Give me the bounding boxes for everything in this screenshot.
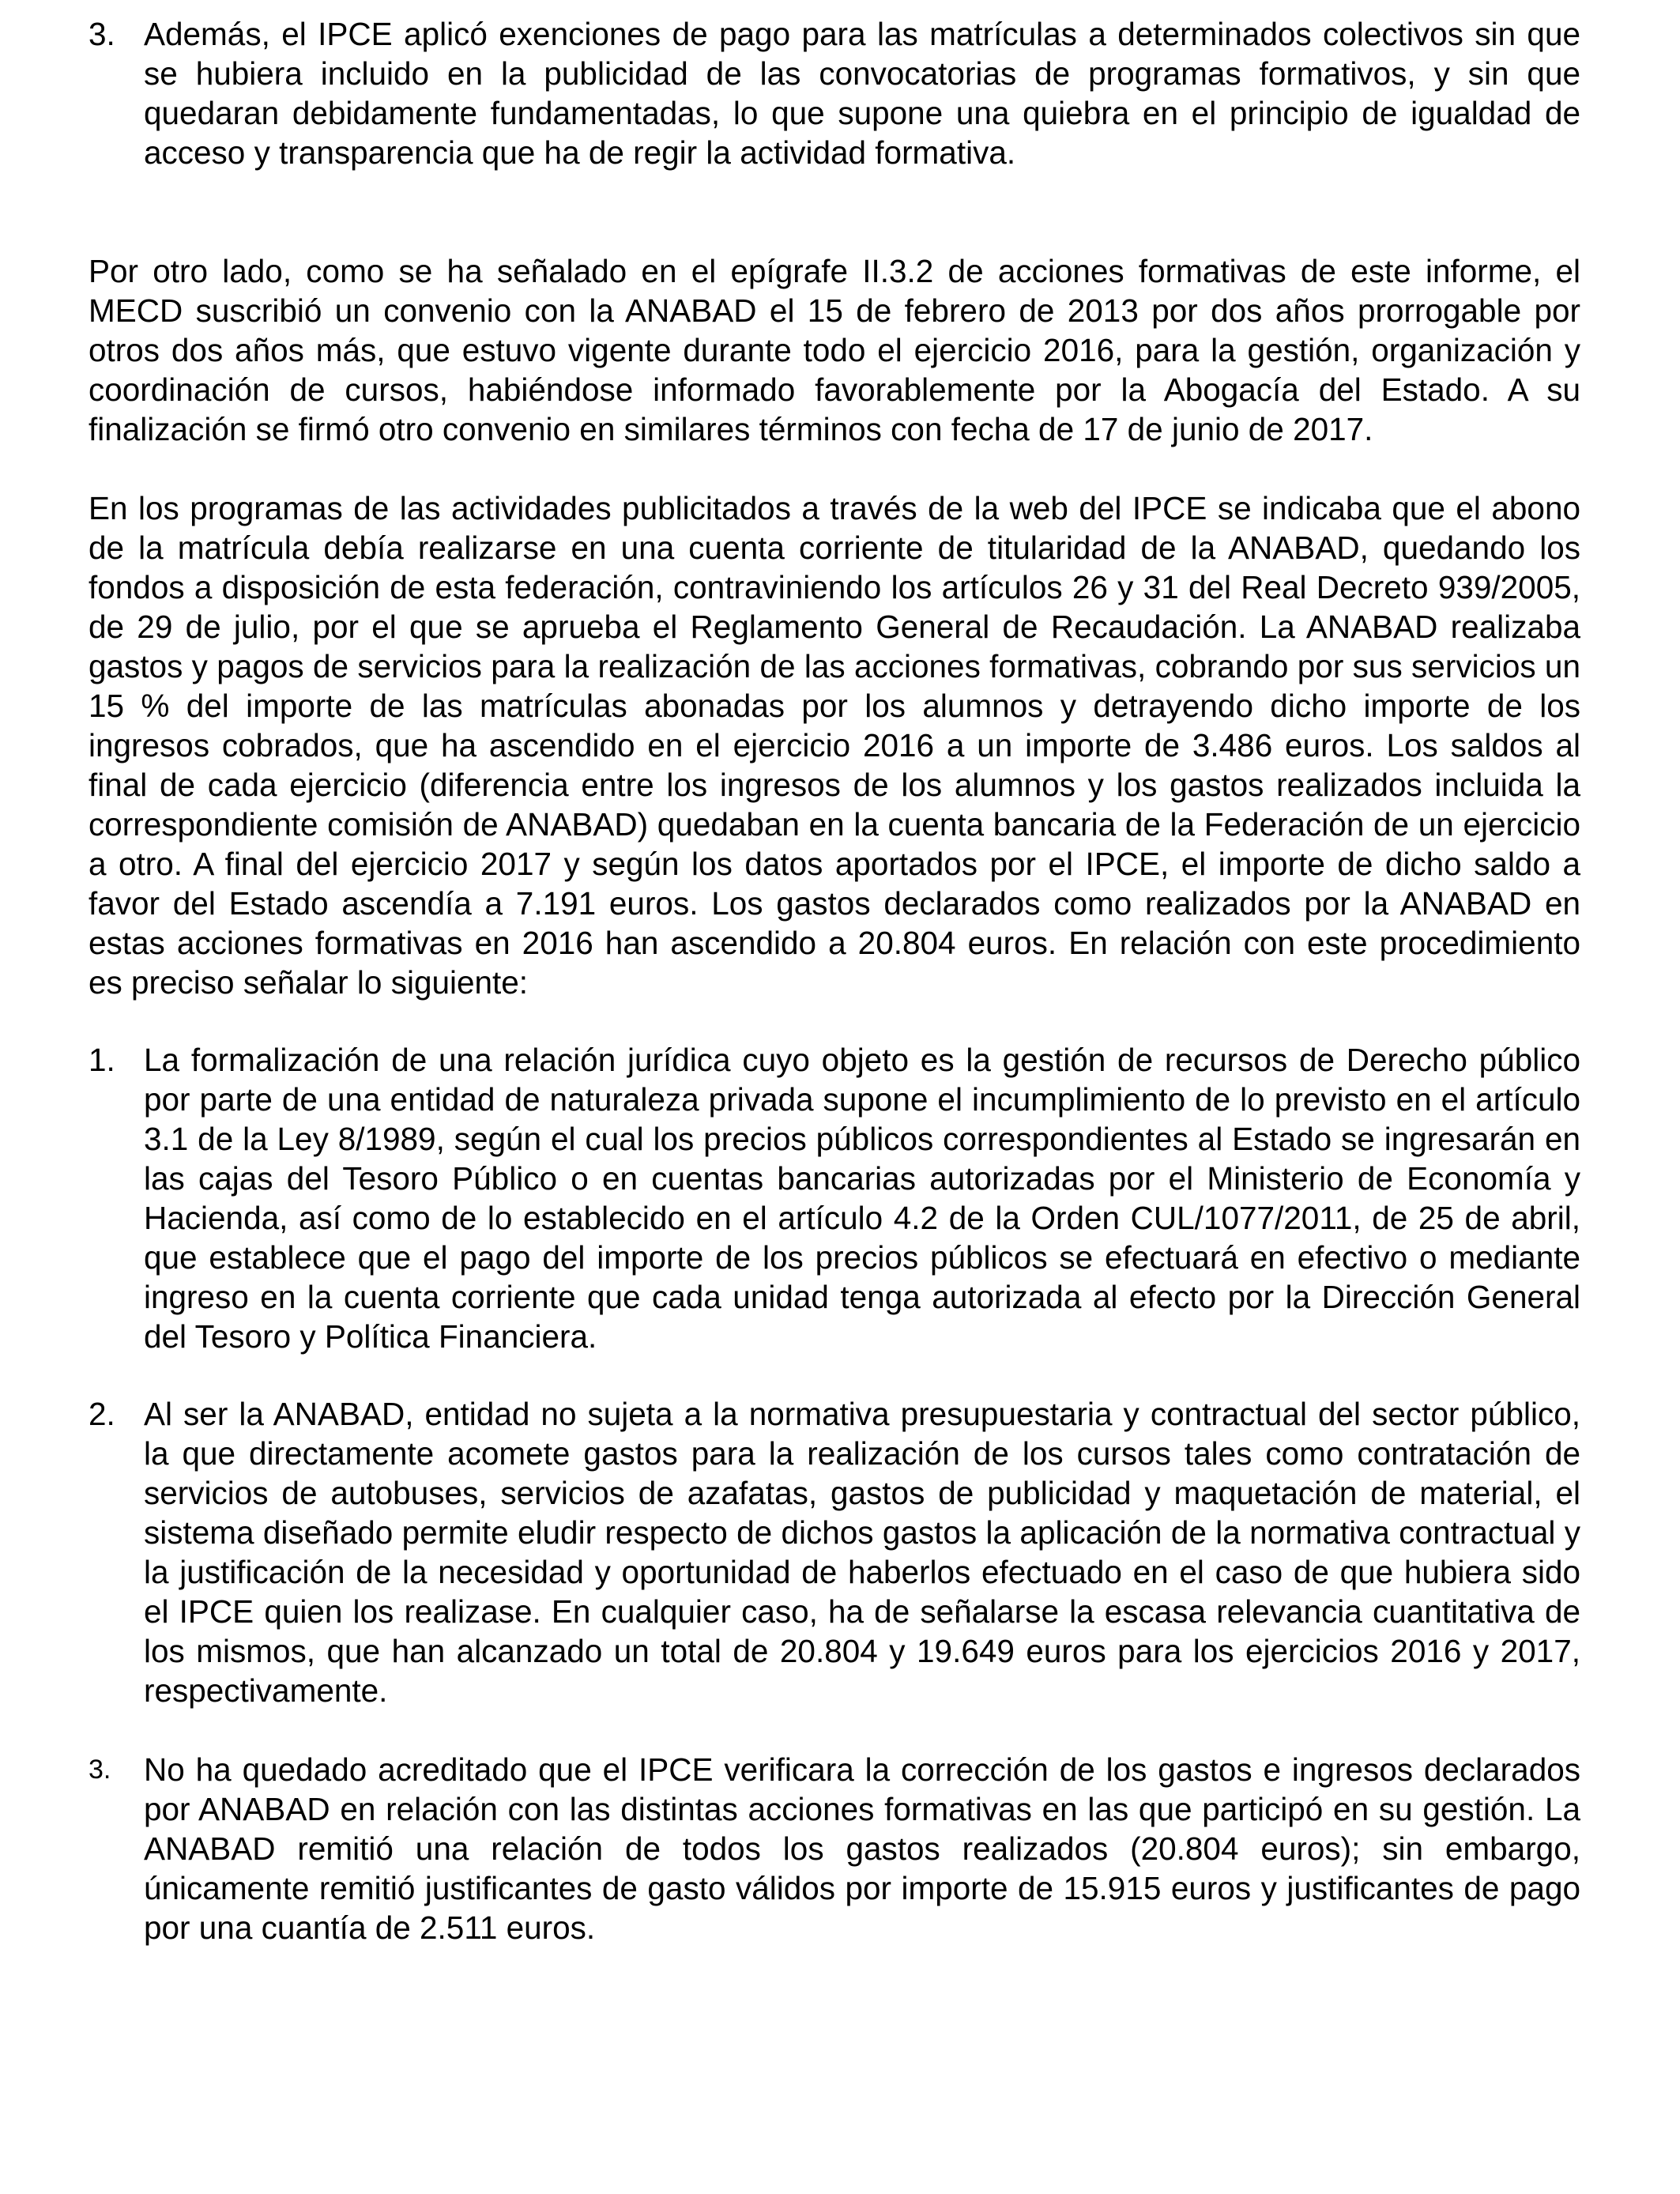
document-page xyxy=(89,14,1580,1947)
spacer xyxy=(89,1002,1580,1040)
spacer xyxy=(89,1710,1580,1750)
spacer xyxy=(89,1356,1580,1394)
list-item-text: Además, el IPCE aplicó exenciones de pago para las matrículas a determinados colectivos sin que se hubiera incluido en la publicidad de las convocatorias de programas formativos, y sin que quedaran debidamente fundamentadas, lo que supone una quiebra en el principio de igualdad de acceso y transparencia que ha de regir la actividad formativa. xyxy=(144,16,1580,171)
paragraph-programas: En los programas de las actividades publicitados a través de la web del IPCE se indicaba que el abono de la matrícula debía realizarse en una cuenta corriente de titularidad de la ANABAD, quedando los fondos a disposición de esta federación, contraviniendo los artículos 26 y 31 del Real Decreto 939/2005, de 29 de julio, por el que se aprueba el Reglamento General de Recaudación. La ANABAD realizaba gastos y pagos de servicios para la realización de las acciones formativas, cobrando por sus servicios un 15 % del importe de las matrículas abonadas por los alumnos y detrayendo dicho importe de los ingresos cobrados, que ha ascendido en el ejercicio 2016 a un importe de 3.486 euros. Los saldos al final de cada ejercicio (diferencia entre los ingresos de los alumnos y los gastos realizados incluida la correspondiente comisión de ANABAD) quedaban en la cuenta bancaria de la Federación de un ejercicio a otro. A final del ejercicio 2017 y según los datos aportados por el IPCE, el importe de dicho saldo a favor del Estado ascendía a 7.191 euros. Los gastos declarados como realizados por la ANABAD en estas acciones formativas en 2016 han ascendido a 20.804 euros. En relación con este procedimiento es preciso señalar lo siguiente: xyxy=(89,490,1580,1001)
list-number: 1. xyxy=(89,1042,115,1078)
list-number: 3. xyxy=(89,16,115,52)
list-item-3 xyxy=(89,1750,1580,1947)
list-item-text: Al ser la ANABAD, entidad no sujeta a la normativa presupuestaria y contractual del sector público, la que directamente acomete gastos para la realización de los cursos tales como contratación de servicios de autobuses, servicios de azafatas, gastos de publicidad y maquetación de material, el sistema diseñado permite eludir respecto de dichos gastos la aplicación de la normativa contractual y la justificación de la necesidad y oportunidad de haberlos efectuado en el caso de que hubiera sido el IPCE quien los realizase. En cualquier caso, ha de señalarse la escasa relevancia cuantitativa de los mismos, que han alcanzado un total de 20.804 y 19.649 euros para los ejercicios 2016 y 2017, respectivamente. xyxy=(144,1396,1580,1709)
list-number: 3. xyxy=(89,1755,111,1785)
list-item-top-3 xyxy=(89,14,1580,172)
list-item-text: La formalización de una relación jurídica cuyo objeto es la gestión de recursos de Derecho público por parte de una entidad de naturaleza privada supone el incumplimiento de lo previsto en el artículo 3.1 de la Ley 8/1989, según el cual los precios públicos correspondientes al Estado se ingresarán en las cajas del Tesoro Público o en cuentas bancarias autorizadas por el Ministerio de Economía y Hacienda, así como de lo establecido en el artículo 4.2 de la Orden CUL/1077/2011, de 25 de abril, que establece que el pago del importe de los precios públicos se efectuará en efectivo o mediante ingreso en la cuenta corriente que cada unidad tenga autorizada al efecto por la Dirección General del Tesoro y Política Financiera. xyxy=(144,1042,1580,1355)
paragraph-convenio: Por otro lado, como se ha señalado en el epígrafe II.3.2 de acciones formativas de este informe, el MECD suscribió un convenio con la ANABAD el 15 de febrero de 2013 por dos años prorrogable por otros dos años más, que estuvo vigente durante todo el ejercicio 2016, para la gestión, organización y coordinación de cursos, habiéndose informado favorablemente por la Abogacía del Estado. A su finalización se firmó otro convenio en similares términos con fecha de 17 de junio de 2017. xyxy=(89,253,1580,447)
list-item-1 xyxy=(89,1040,1580,1356)
list-item-text: No ha quedado acreditado que el IPCE verificara la corrección de los gastos e ingresos declarados por ANABAD en relación con las distintas acciones formativas en las que participó en su gestión. La ANABAD remitió una relación de todos los gastos realizados (20.804 euros); sin embargo, únicamente remitió justificantes de gasto válidos por importe de 15.915 euros y justificantes de pago por una cuantía de 2.511 euros. xyxy=(144,1751,1580,1946)
list-number: 2. xyxy=(89,1396,115,1432)
spacer xyxy=(89,449,1580,488)
spacer xyxy=(89,172,1580,251)
list-item-2 xyxy=(89,1394,1580,1710)
